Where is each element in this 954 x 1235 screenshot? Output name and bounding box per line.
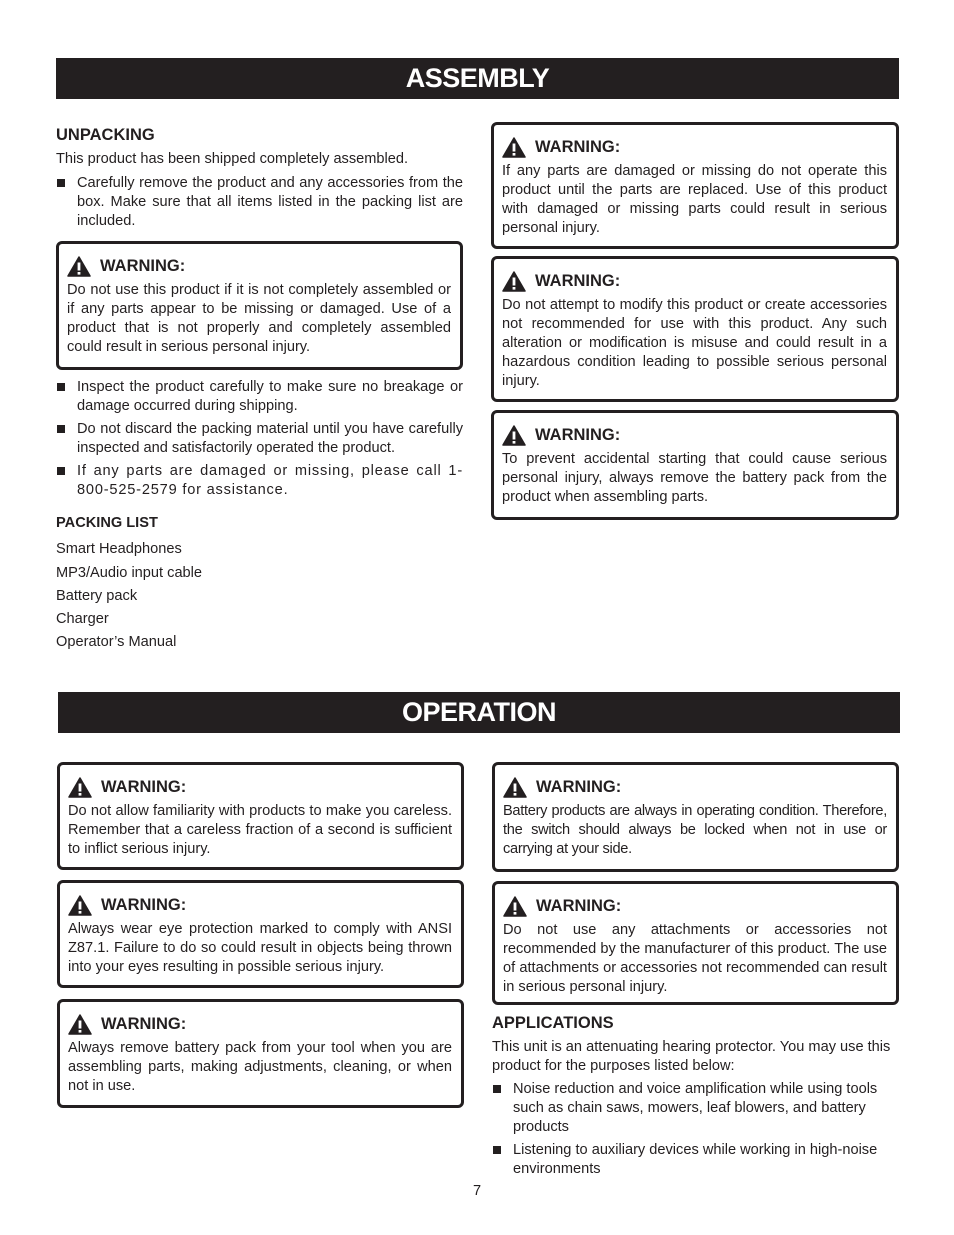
warning-title: WARNING: [536, 778, 622, 796]
warning-title: WARNING: [535, 426, 621, 444]
packing-list-heading: PACKING LIST [56, 515, 158, 531]
warning-icon [68, 777, 92, 798]
warning-icon [68, 1014, 92, 1035]
list-item: Do not discard the packing material until you have carefully inspected and satisfactorily operated the product. [56, 420, 463, 458]
warning-title: WARNING: [100, 257, 186, 275]
warning-icon [503, 896, 527, 917]
page-number: 7 [472, 1183, 482, 1199]
warning-title: WARNING: [536, 897, 622, 915]
list-item: Inspect the product carefully to make sure no breakage or damage occurred during shipping. [56, 378, 463, 416]
operation-banner [58, 692, 900, 733]
warning-icon [502, 425, 526, 446]
operation-title: OPERATION [401, 697, 556, 727]
warning-box [57, 999, 464, 1108]
warning-text: Always remove battery pack from your tool when you are assembling parts, making adjustments, cleaning, or when not in use. [68, 1040, 452, 1094]
warning-title: WARNING: [535, 138, 621, 156]
unpacking-heading: UNPACKING [56, 126, 155, 144]
warning-icon [68, 895, 92, 916]
unpacking-section [56, 126, 463, 231]
warning-text: Do not allow familiarity with products to make you careless. Remember that a careless fraction of a second is sufficient to inflict serious injury. [68, 803, 452, 857]
warning-icon [67, 256, 91, 277]
warning-box [56, 241, 463, 370]
warning-box [492, 881, 899, 1005]
unpacking-intro: This product has been shipped completely assembled. [56, 151, 409, 167]
warning-box [491, 410, 899, 520]
list-item: Operator’s Manual [56, 634, 177, 651]
warning-icon [502, 137, 526, 158]
warning-text: Always wear eye protection marked to comply with ANSI Z87.1. Failure to do so could result in objects being thrown into your eyes resulting in possible serious injury. [68, 921, 452, 975]
list-item: Smart Headphones [56, 541, 182, 558]
list-item: MP3/Audio input cable [56, 564, 203, 581]
applications-intro: This unit is an attenuating hearing protector. You may use this product for the purposes listed below: [492, 1039, 891, 1074]
warning-box [491, 256, 899, 402]
list-item: Carefully remove the product and any accessories from the box. Make sure that all items listed in the packing list are included. [56, 174, 463, 231]
warning-title: WARNING: [101, 1015, 187, 1033]
list-item: Noise reduction and voice amplification while using tools such as chain saws, mowers, leaf blowers, and battery products [492, 1080, 899, 1137]
list-item: Charger [56, 611, 109, 628]
warning-box [57, 880, 464, 988]
warning-text: Do not use any attachments or accessories not recommended by the manufacturer of this product. The use of attachments or accessories not recommended can result in serious personal injury. [503, 922, 887, 995]
assembly-banner [56, 58, 899, 99]
warning-icon [503, 777, 527, 798]
warning-title: WARNING: [535, 272, 621, 290]
warning-text: Do not use this product if it is not completely assembled or if any parts appear to be missing or damaged. Use of a product that is not properly and completely assembled could result in serious personal injury. [67, 282, 451, 355]
list-item: If any parts are damaged or missing, please call 1-800-525-2579 for assistance. [56, 462, 463, 500]
warning-box [491, 122, 899, 249]
assembly-title: ASSEMBLY [405, 63, 550, 93]
list-item: Listening to auxiliary devices while working in high-noise environments [492, 1141, 899, 1179]
warning-box [492, 762, 899, 872]
applications-heading: APPLICATIONS [492, 1014, 614, 1032]
warning-text: Do not attempt to modify this product or create accessories not recommended for use with this product. Any such alteration or modification is misuse and could result in a hazardous condition leading to possible serious personal injury. [502, 297, 887, 389]
warning-text: To prevent accidental starting that could cause serious personal injury, always remove the battery pack from the product when assembling parts. [502, 451, 887, 505]
warning-text: Battery products are always in operating condition. Therefore, the switch should always be locked when not in use or carrying at your side. [503, 803, 887, 857]
packing-list-section [56, 512, 463, 655]
warning-title: WARNING: [101, 778, 187, 796]
list-item: Battery pack [56, 587, 138, 604]
applications-section [492, 1014, 899, 1179]
warning-box [57, 762, 464, 870]
warning-title: WARNING: [101, 896, 187, 914]
warning-text: If any parts are damaged or missing do not operate this product until the parts are replaced. Use of this product with damaged or missing parts could result in serious personal injury. [502, 163, 887, 236]
warning-icon [502, 271, 526, 292]
unpacking-bullets [56, 378, 463, 500]
